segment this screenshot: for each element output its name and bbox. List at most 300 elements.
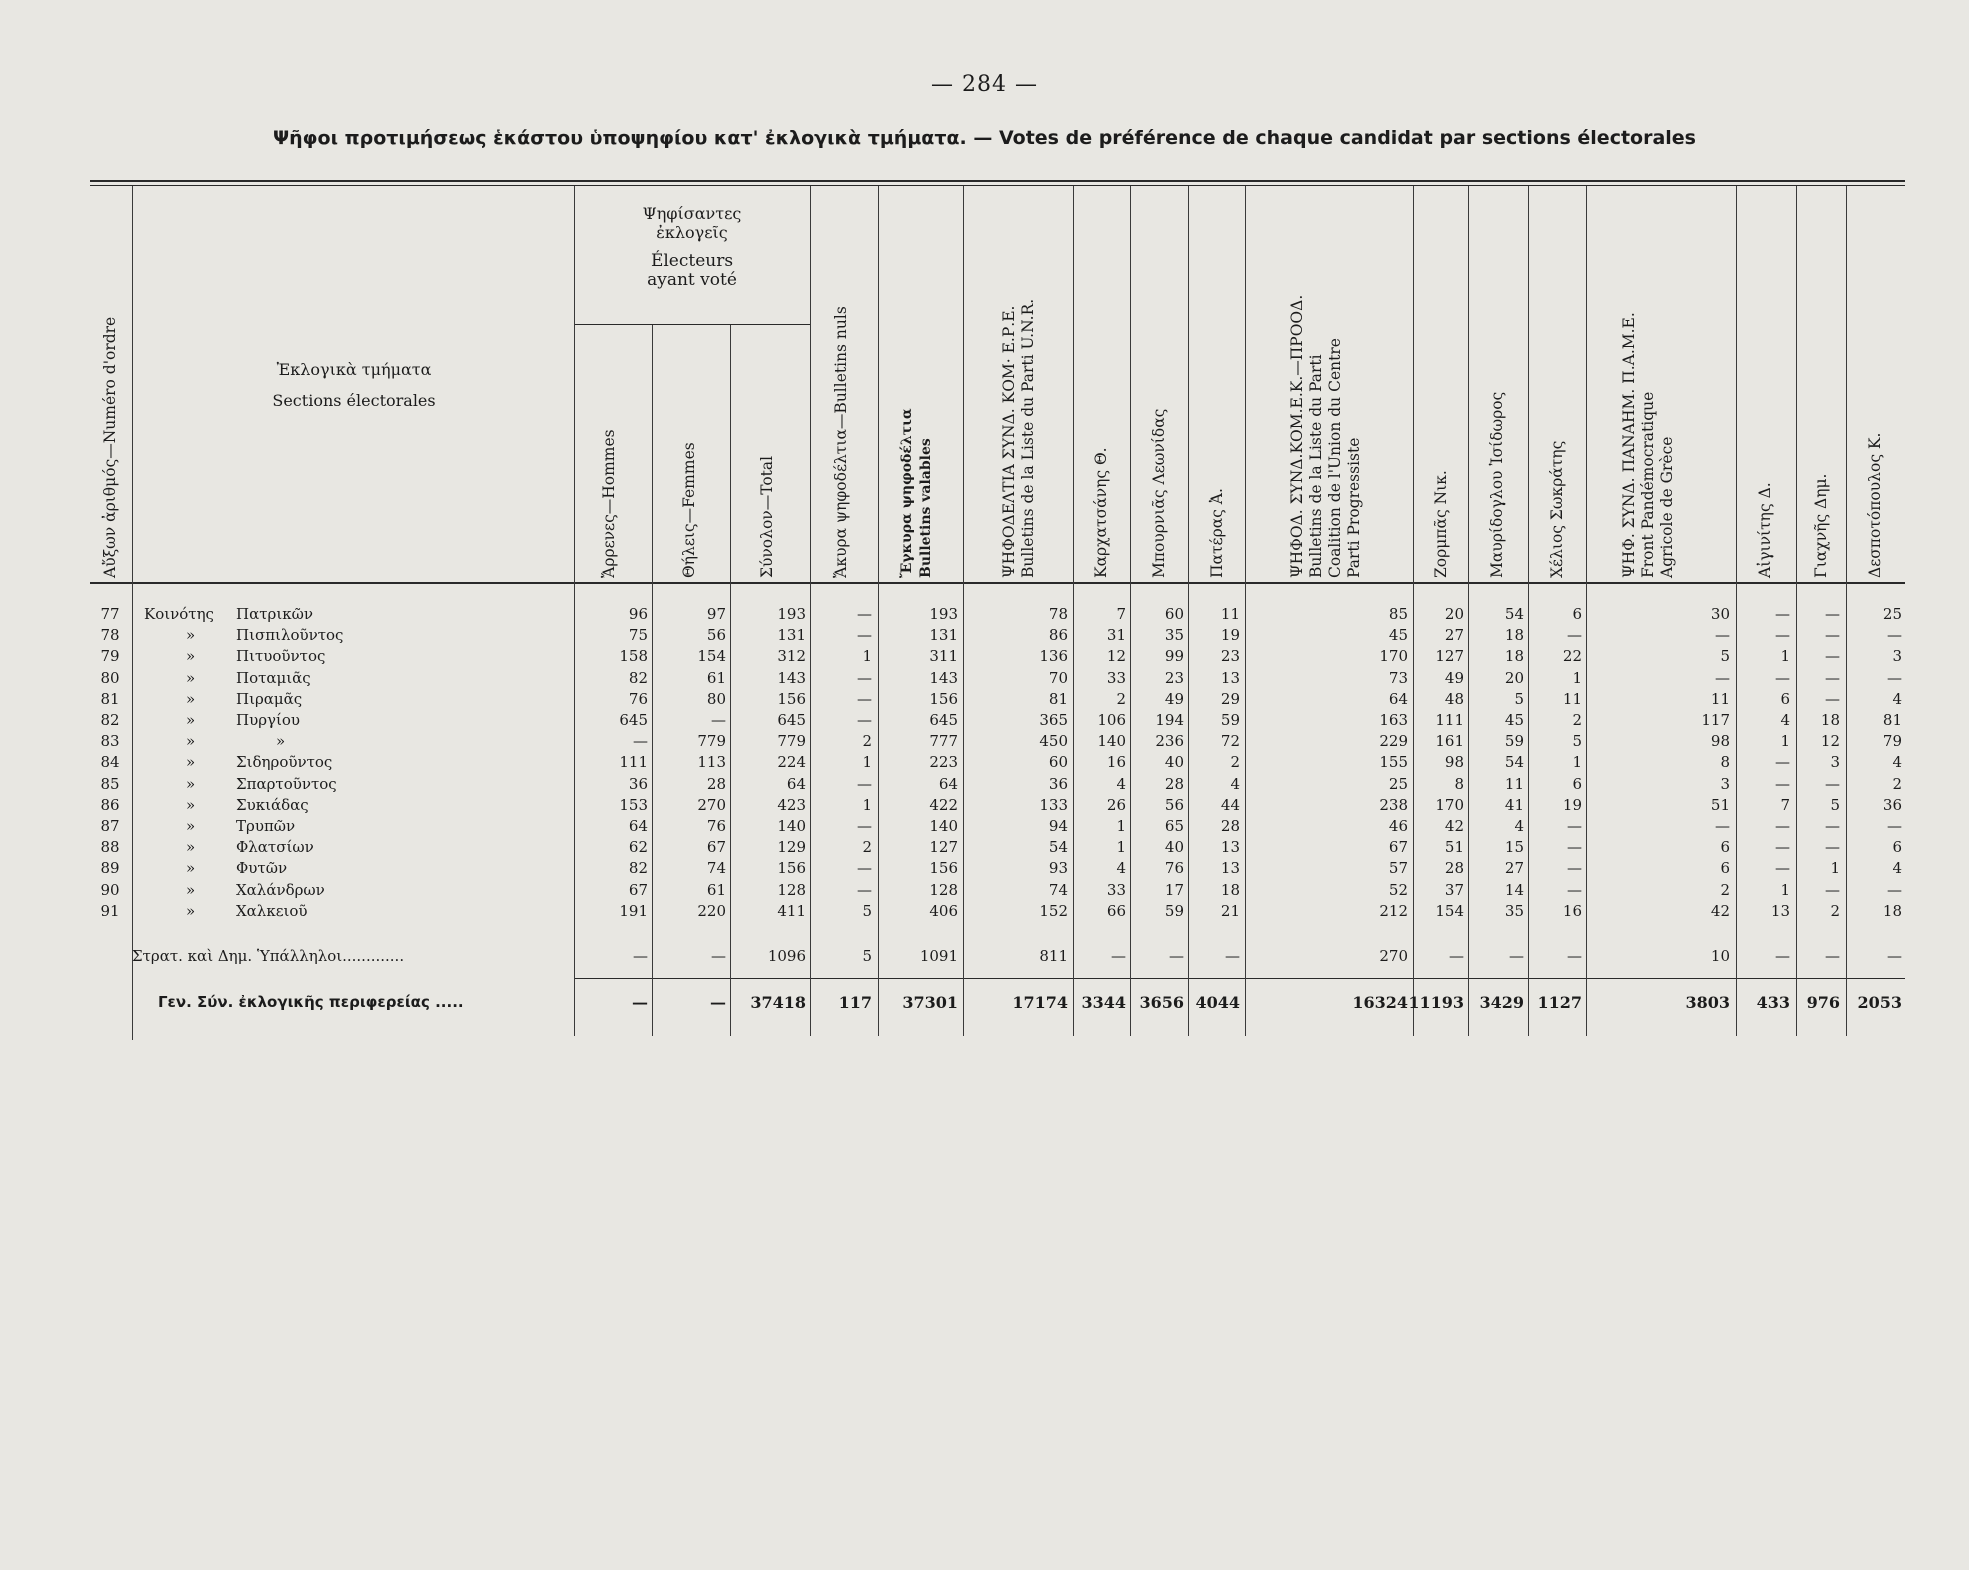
cell-ek-list: 57 xyxy=(1388,859,1408,878)
row-number: 89 xyxy=(100,859,120,878)
military-cell-candidate-2: — xyxy=(1169,947,1184,965)
cell-candidate-5: 5 xyxy=(1514,689,1524,708)
cell-candidate-2: 59 xyxy=(1164,901,1184,920)
cell-valid: 64 xyxy=(938,774,958,793)
row-section-name: Πιτυοῦντος xyxy=(236,647,326,666)
row-section-name: Σιδηροῦντος xyxy=(236,753,333,772)
cell-ek-list: 73 xyxy=(1388,668,1408,687)
cell-candidate-9: 18 xyxy=(1882,901,1902,920)
total-cell-candidate-5: 3429 xyxy=(1479,993,1524,1012)
row-prefix: » xyxy=(186,732,196,751)
col-rule xyxy=(1245,186,1246,1036)
cell-candidate-6: 6 xyxy=(1572,605,1582,623)
cell-candidate-3: 18 xyxy=(1220,880,1240,899)
row-prefix: » xyxy=(186,753,196,772)
col-rule xyxy=(132,186,133,1040)
cell-candidate-3: 28 xyxy=(1220,817,1240,835)
cell-candidate-7: 7 xyxy=(1780,795,1790,814)
cell-pame-list: 42 xyxy=(1710,901,1730,920)
cell-candidate-5: 54 xyxy=(1504,753,1524,772)
cell-candidate-5: 35 xyxy=(1504,901,1524,920)
cell-candidate-7: — xyxy=(1775,605,1790,623)
cell-candidate-9: — xyxy=(1887,668,1902,687)
cell-total: 128 xyxy=(777,880,806,899)
cell-candidate-2: 65 xyxy=(1164,817,1184,835)
cell-candidate-2: 236 xyxy=(1155,732,1184,751)
cell-candidate-8: 5 xyxy=(1830,795,1840,814)
total-row-label: Γεν. Σύν. ἐκλογικῆς περιφερείας ..... xyxy=(158,993,464,1011)
cell-total: 779 xyxy=(777,732,806,751)
row-prefix: » xyxy=(186,859,196,878)
cell-women: 220 xyxy=(697,901,726,920)
header-candidate-7: Αἰγινίτης Δ. xyxy=(1756,482,1774,578)
cell-ere-list: 74 xyxy=(1048,880,1068,899)
cell-valid: 193 xyxy=(929,605,958,623)
cell-candidate-8: — xyxy=(1825,668,1840,687)
row-section-name: Χαλάνδρων xyxy=(236,880,325,899)
header-ere-list: ΨΗΦΟΔΕΛΤΙΑ ΣΥΝΔ. ΚΟΜ· Ε.Ρ.Ε. Bulletins de la Liste du Parti U.N.R. xyxy=(1000,298,1037,578)
cell-ere-list: 60 xyxy=(1048,753,1068,772)
cell-valid: 143 xyxy=(929,668,958,687)
cell-women: 97 xyxy=(706,605,726,623)
cell-men: 96 xyxy=(628,605,648,623)
cell-candidate-9: — xyxy=(1887,817,1902,835)
military-cell-candidate-5: — xyxy=(1509,947,1524,965)
cell-candidate-2: 40 xyxy=(1164,753,1184,772)
header-voters-fr-1: Électeurs xyxy=(650,251,734,271)
cell-candidate-1: 4 xyxy=(1116,859,1126,878)
cell-men: 82 xyxy=(628,668,648,687)
cell-candidate-5: 18 xyxy=(1504,626,1524,645)
cell-pame-list: 6 xyxy=(1720,859,1730,878)
cell-candidate-3: 13 xyxy=(1220,859,1240,878)
cell-invalid: 1 xyxy=(862,753,872,772)
header-candidate-8: Γιαχνῆς Δημ. xyxy=(1812,473,1830,578)
header-valid: Ἔγκυρα ψηφοδέλτια Bulletins valables xyxy=(899,408,934,578)
cell-invalid: — xyxy=(857,605,872,623)
row-prefix: » xyxy=(186,901,196,920)
row-prefix: » xyxy=(186,795,196,814)
cell-candidate-8: — xyxy=(1825,838,1840,857)
cell-candidate-9: 25 xyxy=(1882,605,1902,623)
cell-candidate-8: 12 xyxy=(1820,732,1840,751)
cell-candidate-7: — xyxy=(1775,859,1790,878)
cell-candidate-6: — xyxy=(1567,626,1582,645)
row-prefix: » xyxy=(186,838,196,857)
cell-men: 76 xyxy=(628,689,648,708)
cell-invalid: — xyxy=(857,774,872,793)
cell-candidate-8: 18 xyxy=(1820,711,1840,729)
total-cell-candidate-4: 11193 xyxy=(1408,993,1464,1012)
cell-invalid: — xyxy=(857,626,872,645)
header-candidate-6: Χέλιος Σωκράτης xyxy=(1548,440,1566,578)
header-sections xyxy=(134,360,574,410)
row-section-name: Πατρικῶν xyxy=(236,605,313,623)
cell-candidate-8: — xyxy=(1825,605,1840,623)
cell-candidate-3: 72 xyxy=(1220,732,1240,751)
cell-ek-list: 64 xyxy=(1388,689,1408,708)
cell-invalid: — xyxy=(857,689,872,708)
row-section-name: Φλατσίων xyxy=(236,838,314,857)
cell-candidate-1: 4 xyxy=(1116,774,1126,793)
cell-candidate-1: 1 xyxy=(1116,838,1126,857)
cell-candidate-3: 44 xyxy=(1220,795,1240,814)
cell-candidate-3: 21 xyxy=(1220,901,1240,920)
military-cell-women: — xyxy=(711,947,726,965)
cell-candidate-7: — xyxy=(1775,626,1790,645)
cell-candidate-9: 6 xyxy=(1892,838,1902,857)
cell-pame-list: — xyxy=(1715,817,1730,835)
cell-ek-list: 45 xyxy=(1388,626,1408,645)
cell-candidate-1: 1 xyxy=(1116,817,1126,835)
cell-candidate-9: 36 xyxy=(1882,795,1902,814)
cell-ere-list: 81 xyxy=(1048,689,1068,708)
row-prefix: » xyxy=(186,711,196,729)
cell-men: 111 xyxy=(619,753,648,772)
cell-women: 113 xyxy=(697,753,726,772)
cell-candidate-7: 1 xyxy=(1780,880,1790,899)
cell-candidate-6: 1 xyxy=(1572,668,1582,687)
row-number: 91 xyxy=(100,901,120,920)
col-rule xyxy=(1586,186,1587,1036)
page-title: Ψῆφοι προτιμήσεως ἑκάστου ὑποψηφίου κατ' ἐκλογικὰ τμήματα. — Votes de préférence de chaque candidat par sections électorales xyxy=(273,127,1696,149)
cell-candidate-2: 35 xyxy=(1164,626,1184,645)
row-number: 78 xyxy=(100,626,120,645)
cell-candidate-3: 2 xyxy=(1230,753,1240,772)
cell-candidate-7: 13 xyxy=(1770,901,1790,920)
page-number: — 284 — xyxy=(931,72,1038,97)
military-cell-ek-list: 270 xyxy=(1379,947,1408,965)
cell-candidate-1: 106 xyxy=(1097,711,1126,729)
cell-candidate-4: 42 xyxy=(1444,817,1464,835)
cell-candidate-5: 59 xyxy=(1504,732,1524,751)
cell-candidate-6: 5 xyxy=(1572,732,1582,751)
top-rule-inner xyxy=(90,185,1905,186)
cell-candidate-5: 54 xyxy=(1504,605,1524,623)
cell-women: 61 xyxy=(706,880,726,899)
cell-candidate-9: 2 xyxy=(1892,774,1902,793)
cell-valid: 645 xyxy=(929,711,958,729)
cell-candidate-1: 7 xyxy=(1116,605,1126,623)
header-ek-list: ΨΗΦΟΔ. ΣΥΝΔ.ΚΟΜ.Ε.Κ.—ΠΡΟΟΔ. Bulletins de la Liste du Parti Coalition de l'Union du Centre Parti Progressiste xyxy=(1288,294,1363,578)
cell-candidate-2: 23 xyxy=(1164,668,1184,687)
military-cell-valid: 1091 xyxy=(919,947,958,965)
cell-candidate-6: 16 xyxy=(1562,901,1582,920)
row-prefix: » xyxy=(186,689,196,708)
cell-men: 645 xyxy=(619,711,648,729)
header-candidate-3: Πατέρας Ἀ. xyxy=(1208,488,1226,578)
voters-subrule xyxy=(574,324,810,325)
total-cell-candidate-6: 1127 xyxy=(1537,993,1582,1012)
cell-candidate-1: 12 xyxy=(1106,647,1126,666)
cell-pame-list: — xyxy=(1715,626,1730,645)
cell-men: 191 xyxy=(619,901,648,920)
cell-candidate-4: 48 xyxy=(1444,689,1464,708)
header-invalid: Ἄκυρα ψηφοδέλτια—Bulletins nuls xyxy=(832,306,850,578)
total-cell-candidate-1: 3344 xyxy=(1081,993,1126,1012)
total-cell-men: — xyxy=(632,993,648,1012)
cell-candidate-8: — xyxy=(1825,880,1840,899)
row-number: 79 xyxy=(100,647,120,666)
cell-candidate-4: 127 xyxy=(1435,647,1464,666)
row-prefix: » xyxy=(186,880,196,899)
cell-men: — xyxy=(633,732,648,751)
cell-candidate-3: 23 xyxy=(1220,647,1240,666)
cell-valid: 422 xyxy=(929,795,958,814)
military-cell-total: 1096 xyxy=(767,947,806,965)
cell-invalid: — xyxy=(857,668,872,687)
cell-ek-list: 229 xyxy=(1379,732,1408,751)
header-sections-gr: Ἐκλογικὰ τμήματα xyxy=(276,360,432,379)
cell-candidate-2: 49 xyxy=(1164,689,1184,708)
cell-men: 75 xyxy=(628,626,648,645)
cell-candidate-8: — xyxy=(1825,647,1840,666)
cell-ere-list: 93 xyxy=(1048,859,1068,878)
cell-candidate-2: 56 xyxy=(1164,795,1184,814)
cell-candidate-6: 2 xyxy=(1572,711,1582,729)
row-section-name: Πιραμᾶς xyxy=(236,689,303,708)
cell-candidate-4: 28 xyxy=(1444,859,1464,878)
total-cell-pame-list: 3803 xyxy=(1685,993,1730,1012)
cell-candidate-7: — xyxy=(1775,753,1790,772)
cell-candidate-4: 154 xyxy=(1435,901,1464,920)
cell-ek-list: 85 xyxy=(1388,605,1408,623)
cell-candidate-1: 33 xyxy=(1106,880,1126,899)
cell-men: 153 xyxy=(619,795,648,814)
cell-invalid: 2 xyxy=(862,732,872,751)
cell-candidate-3: 59 xyxy=(1220,711,1240,729)
cell-total: 156 xyxy=(777,689,806,708)
cell-candidate-9: 81 xyxy=(1882,711,1902,729)
cell-candidate-8: — xyxy=(1825,774,1840,793)
cell-valid: 406 xyxy=(929,901,958,920)
cell-candidate-5: 11 xyxy=(1504,774,1524,793)
cell-men: 36 xyxy=(628,774,648,793)
row-section-name: Τρυπῶν xyxy=(236,817,296,835)
cell-ek-list: 170 xyxy=(1379,647,1408,666)
header-voters-gr-2: ἐκλογεῖς xyxy=(656,223,728,242)
header-women: Θήλεις—Femmes xyxy=(680,442,698,578)
cell-candidate-3: 13 xyxy=(1220,838,1240,857)
cell-candidate-5: 41 xyxy=(1504,795,1524,814)
cell-total: 312 xyxy=(777,647,806,666)
cell-candidate-5: 14 xyxy=(1504,880,1524,899)
row-number: 88 xyxy=(100,838,120,857)
cell-men: 82 xyxy=(628,859,648,878)
cell-total: 143 xyxy=(777,668,806,687)
row-number: 77 xyxy=(100,605,120,623)
header-pame-list: ΨΗΦ. ΣΥΝΔ. ΠΑΝΑΗΜ. Π.Α.Μ.Ε. Front Pandémocratique Agricole de Grèce xyxy=(1620,312,1676,578)
header-voters xyxy=(574,204,810,290)
total-cell-valid: 37301 xyxy=(902,993,958,1012)
cell-women: 80 xyxy=(706,689,726,708)
cell-total: 140 xyxy=(777,817,806,835)
row-prefix: » xyxy=(186,626,196,645)
cell-candidate-6: — xyxy=(1567,838,1582,857)
cell-ek-list: 212 xyxy=(1379,901,1408,920)
cell-ere-list: 450 xyxy=(1039,732,1068,751)
row-number: 86 xyxy=(100,795,120,814)
cell-ek-list: 155 xyxy=(1379,753,1408,772)
cell-candidate-9: 79 xyxy=(1882,732,1902,751)
cell-total: 193 xyxy=(777,605,806,623)
preference-votes-table xyxy=(90,180,1905,1040)
cell-total: 423 xyxy=(777,795,806,814)
cell-valid: 131 xyxy=(929,626,958,645)
row-section-name: Χαλκειοῦ xyxy=(236,901,308,920)
row-section-name: Πυργίου xyxy=(236,711,301,729)
cell-ek-list: 46 xyxy=(1388,817,1408,835)
totals-rule xyxy=(574,978,1905,979)
cell-candidate-4: 8 xyxy=(1454,774,1464,793)
cell-ere-list: 36 xyxy=(1048,774,1068,793)
cell-ek-list: 52 xyxy=(1388,880,1408,899)
cell-candidate-6: 11 xyxy=(1562,689,1582,708)
cell-total: 64 xyxy=(786,774,806,793)
cell-pame-list: 51 xyxy=(1710,795,1730,814)
row-prefix: » xyxy=(186,817,196,835)
cell-candidate-4: 49 xyxy=(1444,668,1464,687)
cell-ere-list: 133 xyxy=(1039,795,1068,814)
cell-pame-list: 8 xyxy=(1720,753,1730,772)
row-number: 90 xyxy=(100,880,120,899)
cell-valid: 127 xyxy=(929,838,958,857)
cell-ere-list: 365 xyxy=(1039,711,1068,729)
cell-invalid: 5 xyxy=(862,901,872,920)
cell-candidate-9: 3 xyxy=(1892,647,1902,666)
cell-candidate-7: 6 xyxy=(1780,689,1790,708)
cell-ere-list: 54 xyxy=(1048,838,1068,857)
cell-candidate-5: 4 xyxy=(1514,817,1524,835)
cell-candidate-1: 140 xyxy=(1097,732,1126,751)
cell-candidate-3: 4 xyxy=(1230,774,1240,793)
cell-candidate-2: 28 xyxy=(1164,774,1184,793)
row-prefix: » xyxy=(186,668,196,687)
total-cell-invalid: 117 xyxy=(838,993,872,1012)
row-section-name: Φυτῶν xyxy=(236,859,288,878)
military-cell-candidate-3: — xyxy=(1225,947,1240,965)
cell-valid: 128 xyxy=(929,880,958,899)
military-cell-candidate-7: — xyxy=(1775,947,1790,965)
total-cell-ere-list: 17174 xyxy=(1012,993,1068,1012)
cell-candidate-9: 4 xyxy=(1892,689,1902,708)
row-section-name: Ποταμιᾶς xyxy=(236,668,311,687)
cell-candidate-7: — xyxy=(1775,817,1790,835)
header-voters-fr-2: ayant voté xyxy=(647,270,737,290)
cell-candidate-4: 170 xyxy=(1435,795,1464,814)
cell-invalid: 2 xyxy=(862,838,872,857)
cell-candidate-7: 4 xyxy=(1780,711,1790,729)
total-cell-candidate-8: 976 xyxy=(1806,993,1840,1012)
cell-candidate-2: 76 xyxy=(1164,859,1184,878)
row-number: 81 xyxy=(100,689,120,708)
total-cell-total: 37418 xyxy=(750,993,806,1012)
cell-men: 62 xyxy=(628,838,648,857)
military-cell-pame-list: 10 xyxy=(1710,947,1730,965)
cell-candidate-1: 31 xyxy=(1106,626,1126,645)
cell-candidate-2: 17 xyxy=(1164,880,1184,899)
row-number: 80 xyxy=(100,668,120,687)
cell-candidate-5: 20 xyxy=(1504,668,1524,687)
cell-pame-list: 11 xyxy=(1710,689,1730,708)
total-cell-candidate-3: 4044 xyxy=(1195,993,1240,1012)
header-candidate-5: Μαυρίδογλου Ἰσίδωρος xyxy=(1488,391,1506,578)
cell-ek-list: 25 xyxy=(1388,774,1408,793)
cell-candidate-6: — xyxy=(1567,859,1582,878)
cell-women: — xyxy=(711,711,726,729)
row-prefix: Κοινότης xyxy=(144,605,214,623)
cell-pame-list: — xyxy=(1715,668,1730,687)
cell-valid: 223 xyxy=(929,753,958,772)
cell-men: 64 xyxy=(628,817,648,835)
cell-men: 158 xyxy=(619,647,648,666)
cell-pame-list: 117 xyxy=(1701,711,1730,729)
cell-candidate-2: 40 xyxy=(1164,838,1184,857)
military-cell-candidate-1: — xyxy=(1111,947,1126,965)
cell-candidate-5: 45 xyxy=(1504,711,1524,729)
cell-women: 56 xyxy=(706,626,726,645)
cell-candidate-3: 29 xyxy=(1220,689,1240,708)
military-cell-invalid: 5 xyxy=(862,947,872,965)
cell-candidate-4: 51 xyxy=(1444,838,1464,857)
cell-ere-list: 86 xyxy=(1048,626,1068,645)
cell-candidate-4: 27 xyxy=(1444,626,1464,645)
cell-candidate-1: 26 xyxy=(1106,795,1126,814)
cell-candidate-1: 2 xyxy=(1116,689,1126,708)
military-cell-candidate-9: — xyxy=(1887,947,1902,965)
military-row-label: Στρατ. καὶ Δημ. Ὑπάλληλοι............. xyxy=(132,947,405,965)
row-section-name: Πισπιλοῦντος xyxy=(236,626,344,645)
cell-candidate-6: — xyxy=(1567,880,1582,899)
cell-invalid: — xyxy=(857,859,872,878)
cell-pame-list: 5 xyxy=(1720,647,1730,666)
cell-pame-list: 98 xyxy=(1710,732,1730,751)
cell-candidate-6: 19 xyxy=(1562,795,1582,814)
cell-candidate-9: — xyxy=(1887,880,1902,899)
row-prefix: » xyxy=(186,647,196,666)
cell-candidate-4: 98 xyxy=(1444,753,1464,772)
cell-candidate-8: 3 xyxy=(1830,753,1840,772)
cell-ere-list: 136 xyxy=(1039,647,1068,666)
cell-candidate-3: 13 xyxy=(1220,668,1240,687)
cell-women: 61 xyxy=(706,668,726,687)
cell-women: 74 xyxy=(706,859,726,878)
cell-candidate-6: 6 xyxy=(1572,774,1582,793)
cell-women: 67 xyxy=(706,838,726,857)
cell-women: 154 xyxy=(697,647,726,666)
cell-candidate-1: 66 xyxy=(1106,901,1126,920)
cell-candidate-9: 4 xyxy=(1892,859,1902,878)
cell-candidate-7: — xyxy=(1775,838,1790,857)
cell-invalid: — xyxy=(857,817,872,835)
row-prefix: » xyxy=(186,774,196,793)
total-cell-candidate-9: 2053 xyxy=(1857,993,1902,1012)
cell-candidate-2: 99 xyxy=(1164,647,1184,666)
cell-pame-list: 3 xyxy=(1720,774,1730,793)
header-candidate-4: Ζορμπᾶς Νικ. xyxy=(1432,470,1450,578)
cell-valid: 140 xyxy=(929,817,958,835)
header-rule xyxy=(90,582,1905,584)
header-order-number: Αὔξων ἀριθμός—Numéro d'ordre xyxy=(101,316,119,578)
cell-women: 76 xyxy=(706,817,726,835)
military-cell-candidate-6: — xyxy=(1567,947,1582,965)
cell-women: 28 xyxy=(706,774,726,793)
cell-total: 129 xyxy=(777,838,806,857)
cell-candidate-9: — xyxy=(1887,626,1902,645)
cell-pame-list: 6 xyxy=(1720,838,1730,857)
cell-candidate-6: 22 xyxy=(1562,647,1582,666)
col-rule xyxy=(963,186,964,1036)
